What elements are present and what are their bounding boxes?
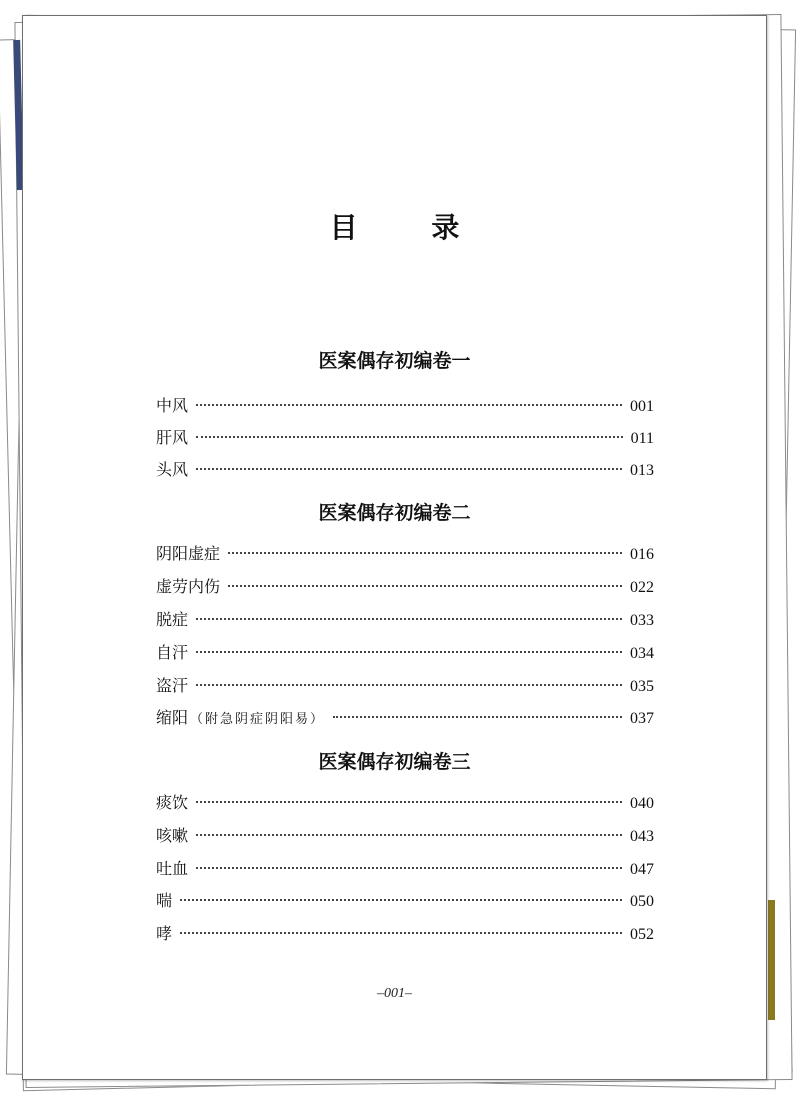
toc-entry[interactable] xyxy=(156,856,654,880)
toc-entry-page: 022 xyxy=(630,579,654,596)
volume-heading-2: 医案偶存初编卷二 xyxy=(318,502,471,524)
toc-entry[interactable] xyxy=(156,888,654,912)
toc-entry-label: 自汗 xyxy=(156,643,189,662)
toc-leader-dots xyxy=(196,404,622,406)
toc-entry-page: 033 xyxy=(630,612,654,629)
toc-entry-page: 037 xyxy=(630,710,654,727)
toc-page xyxy=(22,15,767,1080)
toc-leader-dots xyxy=(196,651,622,653)
toc-entry-page: 011 xyxy=(630,430,654,447)
toc-entry[interactable] xyxy=(156,640,654,664)
toc-entry-page: 016 xyxy=(630,546,654,563)
toc-leader-dots xyxy=(196,834,622,836)
toc-leader-dots xyxy=(196,468,622,470)
toc-entry-label: 脱症 xyxy=(156,610,189,629)
volume-heading-3: 医案偶存初编卷三 xyxy=(318,751,471,773)
toc-leader-dots xyxy=(333,716,622,718)
toc-leader-dots xyxy=(180,899,622,901)
toc-entry[interactable] xyxy=(156,790,654,814)
toc-entry[interactable] xyxy=(156,607,654,631)
toc-entry-page: 052 xyxy=(630,926,654,943)
toc-entry[interactable] xyxy=(156,541,654,565)
toc-entry[interactable] xyxy=(156,823,654,847)
cover-edge-olive xyxy=(768,900,775,1020)
toc-leader-dots xyxy=(196,684,622,686)
toc-entry-page: 047 xyxy=(630,861,654,878)
toc-entry-label: 虚劳内伤 xyxy=(156,577,221,596)
toc-entry-label: 盗汗 xyxy=(156,676,189,695)
toc-entry-label: 痰饮 xyxy=(156,793,189,812)
toc-entry-label: 喘 xyxy=(156,891,173,910)
page-title: 目 录 xyxy=(329,211,492,244)
toc-entry-label: 咳嗽 xyxy=(156,826,189,845)
toc-entry[interactable] xyxy=(156,425,654,449)
toc-leader-dots xyxy=(228,585,622,587)
toc-leader-dots xyxy=(180,932,622,934)
toc-entry-page: 043 xyxy=(630,828,654,845)
toc-leader-dots xyxy=(228,552,622,554)
toc-entry-label: 中风 xyxy=(156,396,189,415)
toc-entry[interactable] xyxy=(156,574,654,598)
toc-entry[interactable] xyxy=(156,457,654,481)
page-number-footer: –001– xyxy=(377,986,412,1001)
toc-entry-label: 头风 xyxy=(156,460,189,479)
toc-entry[interactable] xyxy=(156,705,654,729)
toc-entry-label: 缩阳 xyxy=(156,708,189,727)
toc-entry[interactable] xyxy=(156,921,654,945)
toc-entry-label: 肝风 xyxy=(156,428,189,447)
toc-leader-dots xyxy=(196,618,622,620)
toc-entry-note: （附急阴症阴阳易） xyxy=(190,712,326,727)
toc-entry-page: 040 xyxy=(630,795,654,812)
toc-entry[interactable] xyxy=(156,393,654,417)
toc-entry-page: 050 xyxy=(630,893,654,910)
toc-entry[interactable] xyxy=(156,673,654,697)
toc-entry-label: 吐血 xyxy=(156,859,189,878)
toc-entry-page: 001 xyxy=(630,398,654,415)
toc-entry-label: 阴阳虚症 xyxy=(156,544,221,563)
toc-entry-label: 哮 xyxy=(156,924,173,943)
toc-leader-dots xyxy=(196,867,622,869)
toc-leader-dots xyxy=(196,436,623,438)
volume-heading-1: 医案偶存初编卷一 xyxy=(318,350,471,372)
toc-leader-dots xyxy=(196,801,622,803)
toc-entry-page: 034 xyxy=(630,645,654,662)
toc-entry-page: 035 xyxy=(630,678,654,695)
toc-entry-page: 013 xyxy=(630,462,654,479)
